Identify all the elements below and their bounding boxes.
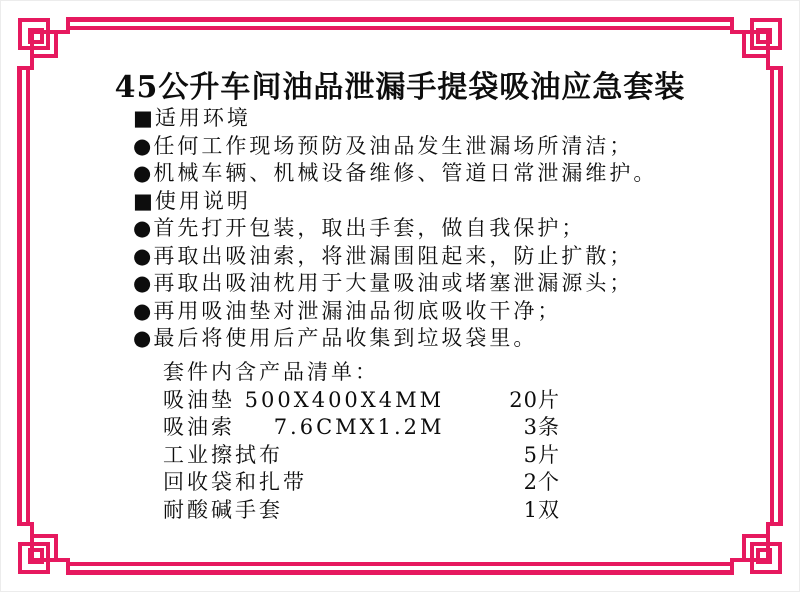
item-name: 吸油垫 500X400X4MM xyxy=(163,387,445,412)
corner-ornament-top-left xyxy=(17,17,68,68)
list-item xyxy=(163,442,560,470)
page-title: 45公升车间油品泄漏手提袋吸油应急套装 xyxy=(114,70,686,105)
corner-ornament-bottom-left xyxy=(17,524,68,575)
note-text: 再取出吸油枕用于大量吸油或堵塞泄漏源头； xyxy=(153,271,634,295)
circle-bullet-icon: ● xyxy=(133,326,152,350)
note-text: 再取出吸油索，将泄漏围阻起来，防止扩散； xyxy=(153,243,634,268)
circle-bullet-icon: ● xyxy=(133,243,152,268)
list-item xyxy=(163,387,560,415)
item-name: 工业擦拭布 xyxy=(163,442,283,467)
note-line xyxy=(133,160,657,188)
note-line xyxy=(133,105,657,133)
note-text: 机械车辆、机械设备维修、管道日常泄漏维护。 xyxy=(153,161,658,185)
list-item xyxy=(163,469,560,497)
item-quantity: 5片 xyxy=(523,442,560,467)
note-text: 再用吸油垫对泄漏油品彻底吸收干净； xyxy=(153,298,562,323)
square-bullet-icon: ■ xyxy=(133,188,153,213)
note-text: 使用说明 xyxy=(154,188,251,213)
note-text: 任何工作现场预防及油品发生泄漏场所清洁； xyxy=(153,133,634,158)
square-bullet-icon: ■ xyxy=(133,106,153,130)
usage-notes xyxy=(133,105,657,353)
list-item xyxy=(163,414,560,442)
item-name: 回收袋和扎带 xyxy=(163,470,307,494)
circle-bullet-icon: ● xyxy=(133,298,152,323)
note-line xyxy=(133,188,657,216)
note-line xyxy=(133,325,657,353)
note-line xyxy=(133,298,657,326)
circle-bullet-icon: ● xyxy=(133,271,152,295)
list-header: 套件内含产品清单： xyxy=(163,360,379,384)
note-text: 首先打开包装，取出手套，做自我保护； xyxy=(153,216,586,240)
circle-bullet-icon: ● xyxy=(133,161,152,185)
item-name: 吸油索 7.6CMX1.2M xyxy=(163,415,445,439)
item-quantity: 1双 xyxy=(523,497,560,522)
corner-ornament-bottom-right xyxy=(732,524,783,575)
corner-ornament-top-right xyxy=(732,17,783,68)
item-quantity: 20片 xyxy=(509,387,560,412)
note-line xyxy=(133,243,657,271)
item-name: 耐酸碱手套 xyxy=(163,497,283,522)
circle-bullet-icon: ● xyxy=(133,133,152,158)
circle-bullet-icon: ● xyxy=(133,216,152,240)
list-item xyxy=(163,497,560,525)
item-quantity: 3条 xyxy=(523,415,560,439)
note-text: 适用环境 xyxy=(154,106,251,130)
note-text: 最后将使用后产品收集到垃圾袋里。 xyxy=(153,326,538,350)
note-line xyxy=(133,133,657,161)
note-line xyxy=(133,270,657,298)
item-quantity: 2个 xyxy=(523,470,560,494)
kit-contents-list xyxy=(163,359,560,524)
note-line xyxy=(133,215,657,243)
